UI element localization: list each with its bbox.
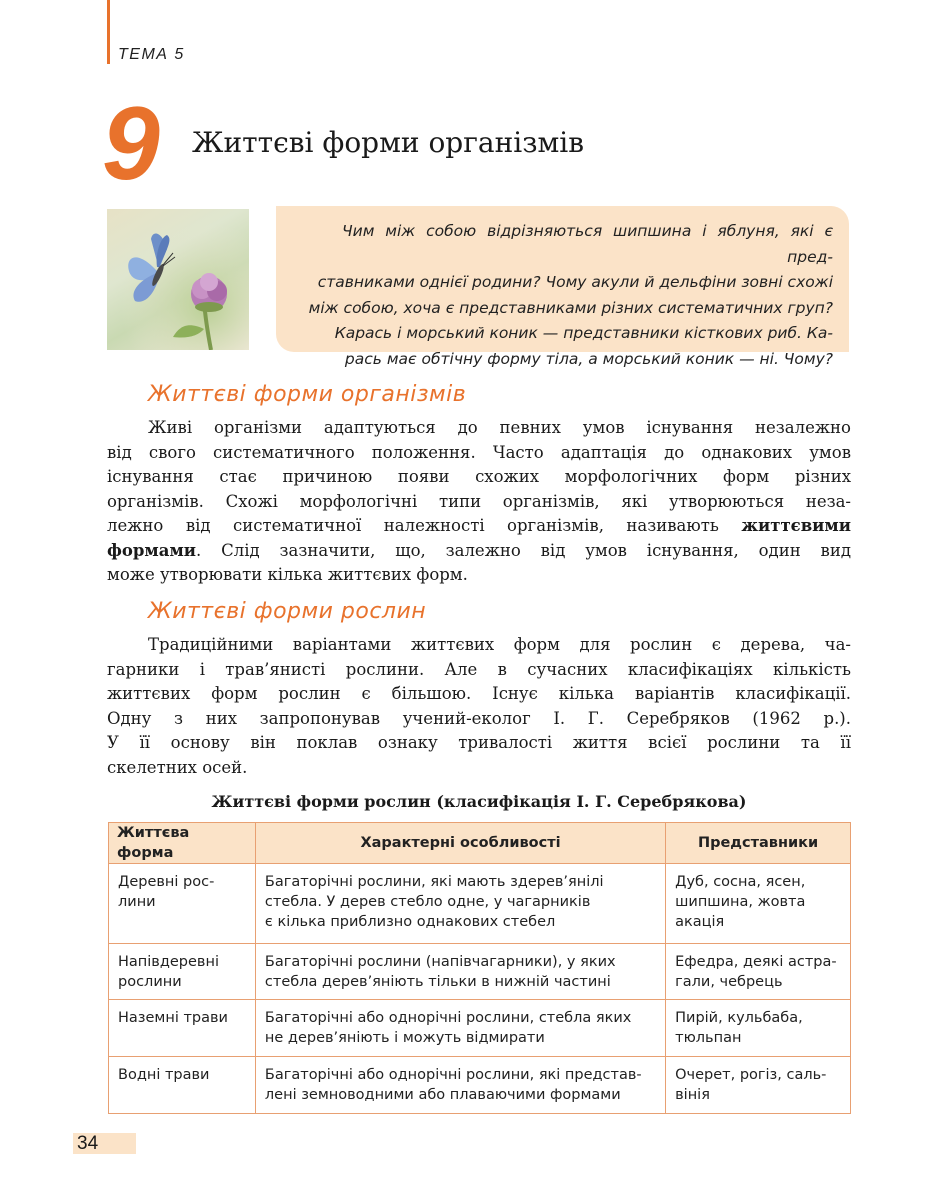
butterfly-on-clover-icon — [107, 209, 249, 350]
section-heading-organisms: Життєві форми організмів — [148, 382, 467, 407]
text-line: Одну з них запропонував учений-еколог І. Г. Серебряков (1962 р.). — [107, 708, 851, 728]
cell-life-form: Наземні трави — [109, 1000, 256, 1057]
intro-question-box — [276, 206, 849, 368]
tema-label: ТЕМА 5 — [118, 46, 185, 63]
column-header: Представники — [666, 823, 851, 864]
term-bold: життєвими — [741, 516, 851, 535]
cell-examples: Ефедра, деякі астра- гали, чебрець — [666, 944, 851, 1000]
life-forms-table — [108, 822, 851, 1114]
table-header-row — [109, 823, 851, 864]
chapter-number: 9 — [102, 86, 160, 202]
text-line: існування стає причиною появи схожих морфологічних форм різних — [107, 467, 851, 486]
text-line: організмів. Схожі морфологічні типи організмів, які утворюються неза- — [107, 491, 851, 511]
text-line: Живі організми адаптуються до певних умов існування незалежно — [148, 418, 851, 437]
page-number: 34 — [77, 1133, 99, 1154]
paragraph-organisms — [107, 416, 851, 588]
intro-question-line: Карась і морський коник — представники кісткових риб. Ка- — [334, 324, 833, 342]
text-line: життєвих форм рослин є більшою. Існує кілька варіантів класифікації. — [107, 684, 851, 703]
intro-question-line: рась має обтічну форму тіла, а морський коник — ні. Чому? — [344, 349, 833, 368]
cell-life-form: Напівдеревні рослини — [109, 944, 256, 1000]
term-bold: формами — [107, 540, 197, 560]
cell-life-form: Водні трави — [109, 1057, 256, 1114]
butterfly-photo — [107, 209, 249, 350]
cell-features: Багаторічні рослини (напівчагарники), у яких стебла дерев’яніють тільки в нижній частині — [255, 944, 665, 1000]
text-line: лежно від систематичної належності організмів, називають життєвими — [107, 516, 851, 535]
intro-question-line: ставниками однієї родини? Чому акули й дельфіни зовні схожі — [317, 273, 833, 291]
text-line: гарники і трав’янисті рослини. Але в сучасних класифікаціях кількість — [107, 659, 851, 679]
cell-features: Багаторічні або однорічні рослини, стебла яких не дерев’яніють і можуть відмирати — [255, 1000, 665, 1057]
intro-question-line: між собою, хоча є представниками різних систематичних груп? — [308, 298, 833, 317]
section-heading-plants: Життєві форми рослин — [148, 599, 427, 624]
cell-examples: Дуб, сосна, ясен, шипшина, жовта акація — [666, 864, 851, 944]
column-header: Характерні особливості — [255, 823, 665, 864]
text-line: скелетних осей. — [107, 757, 248, 777]
cell-examples: Очерет, рогіз, саль- вінія — [666, 1057, 851, 1114]
table-row — [109, 1000, 851, 1057]
cell-life-form: Деревні рос- лини — [109, 864, 256, 944]
table-caption: Життєві форми рослин (класифікація І. Г. Серебрякова) — [211, 792, 747, 811]
text-line: формами. Слід зазначити, що, залежно від умов існування, один вид — [107, 540, 851, 560]
text-line: від свого систематичного положення. Часто адаптація до однакових умов — [107, 442, 851, 462]
text-line: У її основу він поклав ознаку тривалості життя всієї рослини та її — [107, 733, 851, 752]
text-line: може утворювати кілька життєвих форм. — [107, 565, 468, 584]
column-header: Життєва форма — [109, 823, 256, 864]
text-line: Традиційними варіантами життєвих форм для рослин є дерева, ча- — [148, 635, 851, 654]
paragraph-plants — [107, 633, 851, 780]
table-row — [109, 1057, 851, 1114]
tema-accent-bar — [107, 0, 110, 64]
table-row — [109, 864, 851, 944]
chapter-title: Життєві форми організмів — [192, 126, 584, 159]
table-row — [109, 944, 851, 1000]
cell-examples: Пирій, кульбаба, тюльпан — [666, 1000, 851, 1057]
cell-features: Багаторічні рослини, які мають здерев’янілі стебла. У дерев стебло одне, у чагарників є кілька приблизно однакових стебел — [255, 864, 665, 944]
intro-question-line: Чим між собою відрізняються шипшина і яблуня, які є пред- — [342, 222, 833, 266]
cell-features: Багаторічні або однорічні рослини, які представ- лені земноводними або плаваючими формами — [255, 1057, 665, 1114]
